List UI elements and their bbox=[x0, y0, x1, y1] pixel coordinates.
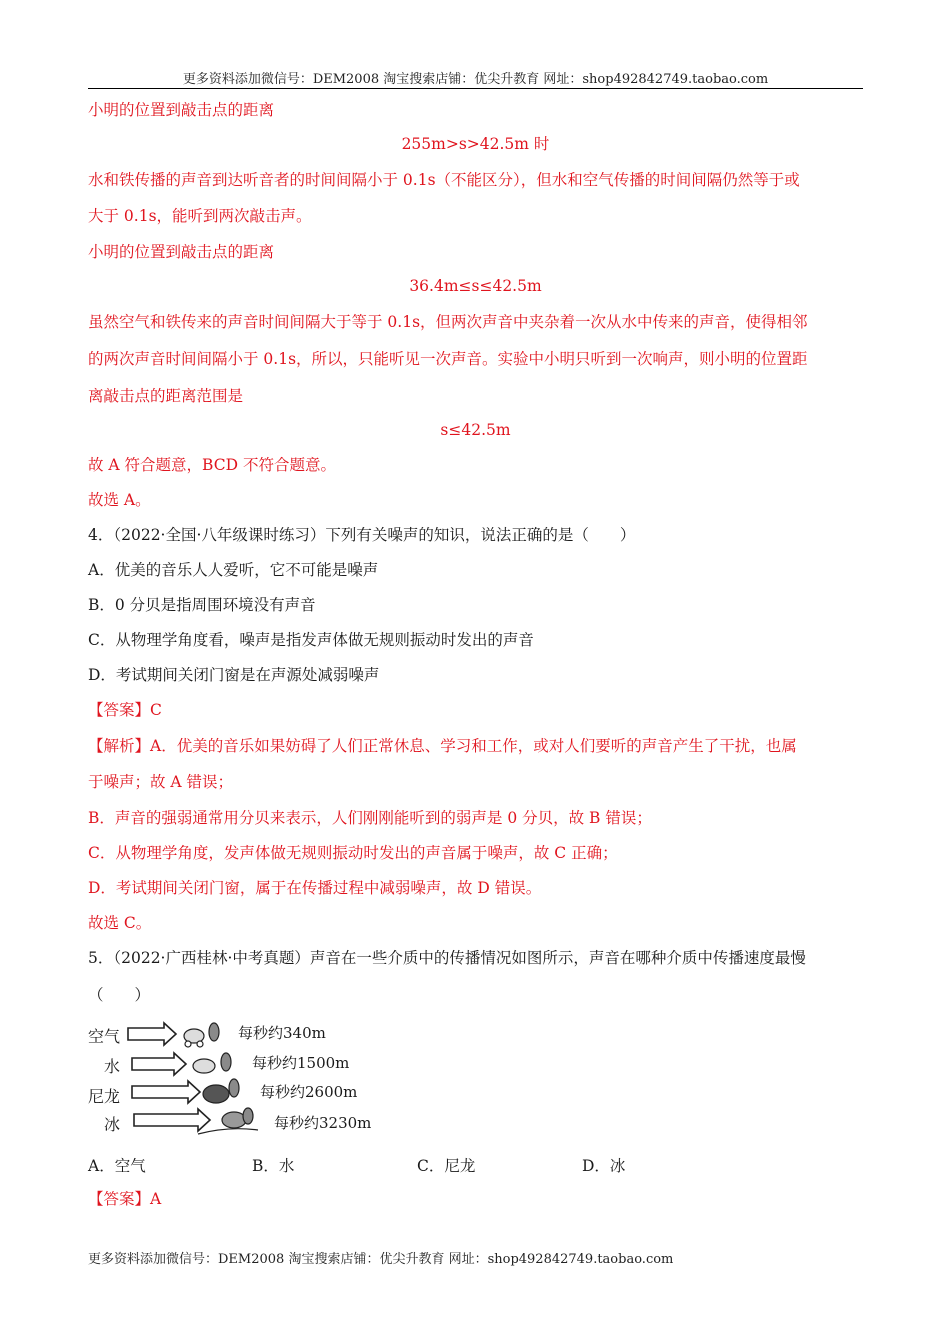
speed-nylon: 每秒约2600m bbox=[260, 1083, 358, 1101]
device-icon bbox=[203, 1085, 229, 1103]
explanation-line: 的两次声音时间间隔小于 0.1s，所以，只能听见一次声音。实验中小明只听到一次响声，则小明的位置距 bbox=[88, 350, 808, 368]
explanation-line: 虽然空气和铁传来的声音时间间隔大于等于 0.1s，但两次声音中夹杂着一次从水中传来的声音，使得相邻 bbox=[88, 313, 808, 331]
question-4-analysis: B．声音的强弱通常用分贝来表示，人们刚刚能听到的弱声是 0 分贝，故 B 错误； bbox=[88, 809, 652, 827]
arrow-icon bbox=[132, 1053, 186, 1075]
medium-label-nylon: 尼龙 bbox=[88, 1087, 121, 1106]
question-5-option-b: B．水 bbox=[252, 1157, 295, 1175]
question-4-analysis: 于噪声；故 A 错误； bbox=[88, 773, 234, 791]
medium-label-ice: 冰 bbox=[104, 1115, 121, 1134]
ear-icon bbox=[229, 1079, 239, 1097]
question-4-option-a: A．优美的音乐人人爱听，它不可能是噪声 bbox=[88, 561, 379, 579]
explanation-line: 大于 0.1s，能听到两次敲击声。 bbox=[88, 207, 312, 225]
explanation-line: 故选 A。 bbox=[88, 491, 151, 509]
speed-water: 每秒约1500m bbox=[252, 1054, 350, 1072]
sound-propagation-figure bbox=[88, 1018, 388, 1138]
animal-icon bbox=[222, 1112, 246, 1128]
explanation-line: 水和铁传播的声音到达听音者的时间间隔小于 0.1s（不能区分），但水和空气传播的时间间隔仍然等于或 bbox=[88, 171, 800, 189]
ear-icon bbox=[209, 1023, 219, 1041]
arrow-icon bbox=[128, 1023, 176, 1045]
explanation-formula: 36.4m≤s≤42.5m bbox=[409, 277, 542, 295]
explanation-formula: 255m>s>42.5m 时 bbox=[401, 135, 550, 153]
explanation-line: 离敲击点的距离范围是 bbox=[88, 387, 244, 405]
explanation-line: 故 A 符合题意，BCD 不符合题意。 bbox=[88, 456, 336, 474]
question-4-analysis: C．从物理学角度，发声体做无规则振动时发出的声音属于噪声，故 C 正确； bbox=[88, 844, 618, 862]
question-4-option-c: C．从物理学角度看，噪声是指发声体做无规则振动时发出的声音 bbox=[88, 631, 534, 649]
question-4-option-d: D．考试期间关闭门窗是在声源处减弱噪声 bbox=[88, 666, 380, 684]
question-5-answer: 【答案】A bbox=[88, 1190, 162, 1208]
medium-label-air: 空气 bbox=[88, 1027, 121, 1046]
arrow-icon bbox=[132, 1081, 200, 1103]
explanation-line: 小明的位置到敲击点的距离 bbox=[88, 101, 275, 119]
question-5-stem-paren: （ ） bbox=[88, 986, 151, 1004]
header-divider bbox=[88, 88, 863, 89]
question-5-option-d: D．冰 bbox=[582, 1157, 626, 1175]
question-4-answer: 【答案】C bbox=[88, 701, 162, 719]
medium-label-water: 水 bbox=[104, 1057, 121, 1076]
question-4-option-b: B．0 分贝是指周围环境没有声音 bbox=[88, 596, 316, 614]
question-5-option-a: A．空气 bbox=[88, 1157, 146, 1175]
question-4-analysis: 【解析】A．优美的音乐如果妨碍了人们正常休息、学习和工作，或对人们要听的声音产生了干扰，也属 bbox=[88, 737, 797, 755]
question-4-stem: 4．（2022·全国·八年级课时练习）下列有关噪声的知识，说法正确的是（ ） bbox=[88, 526, 636, 544]
explanation-formula: s≤42.5m bbox=[440, 421, 511, 439]
speed-ice: 每秒约3230m bbox=[274, 1114, 372, 1132]
question-5-stem: 5．（2022·广西桂林·中考真题）声音在一些介质中的传播情况如图所示，声音在哪种介质中传播速度最慢 bbox=[88, 949, 806, 967]
speed-air: 每秒约340m bbox=[238, 1024, 326, 1042]
question-5-option-c: C．尼龙 bbox=[417, 1157, 476, 1175]
explanation-line: 小明的位置到敲击点的距离 bbox=[88, 243, 275, 261]
question-4-analysis: D．考试期间关闭门窗，属于在传播过程中减弱噪声，故 D 错误。 bbox=[88, 879, 542, 897]
question-4-final: 故选 C。 bbox=[88, 914, 152, 932]
page-header: 更多资料添加微信号：DEM2008 淘宝搜索店铺：优尖升教育 网址：shop492842749.taobao.com bbox=[182, 72, 769, 87]
ear-icon bbox=[243, 1108, 253, 1124]
arrow-icon bbox=[134, 1109, 210, 1131]
cart-icon bbox=[193, 1059, 215, 1073]
ear-icon bbox=[221, 1053, 231, 1071]
page-footer: 更多资料添加微信号：DEM2008 淘宝搜索店铺：优尖升教育 网址：shop492842749.taobao.com bbox=[88, 1252, 674, 1267]
